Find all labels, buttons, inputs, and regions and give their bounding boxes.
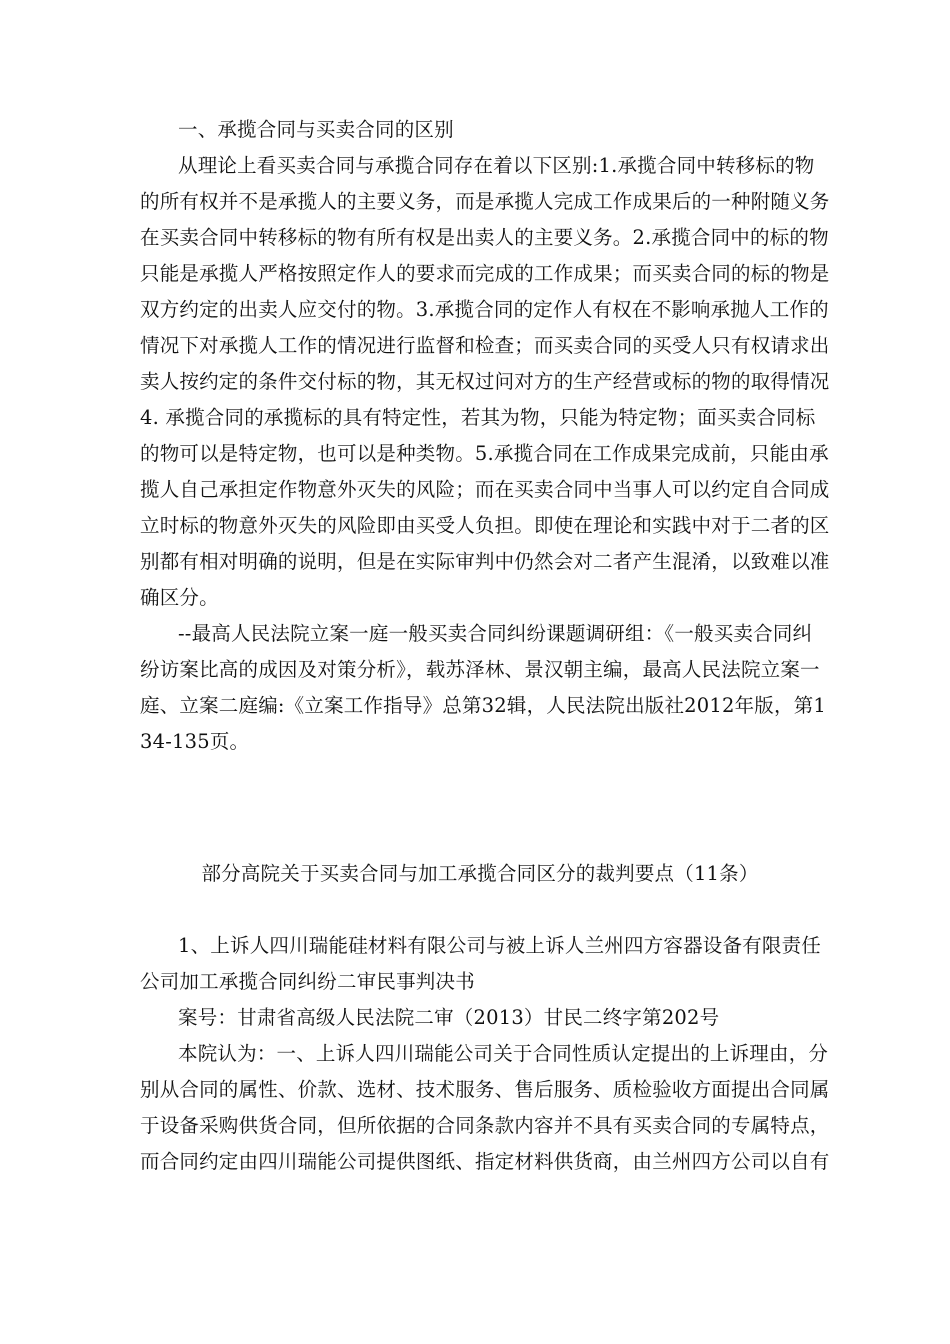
- case-number: 案号：甘肃省高级人民法院二审（2013）甘民二终字第202号: [178, 1006, 720, 1029]
- paragraph-line: 别都有相对明确的说明，但是在实际审判中仍然会对二者产生混淆，以致难以准: [140, 550, 830, 573]
- opinion-line: 于设备采购供货合同，但所依据的合同条款内容并不具有买卖合同的专属特点，: [140, 1114, 830, 1137]
- citation-line: 纷访案比高的成因及对策分析》，载苏泽林、景汉朝主编，最高人民法院立案一: [140, 658, 820, 681]
- opinion-line: 而合同约定由四川瑞能公司提供图纸、指定材料供货商，由兰州四方公司以自有: [140, 1150, 830, 1173]
- paragraph-line: 双方约定的出卖人应交付的物。3.承揽合同的定作人有权在不影响承抛人工作的: [140, 298, 829, 321]
- paragraph-line: 4. 承揽合同的承揽标的具有特定性，若其为物，只能为特定物；面买卖合同标: [140, 406, 816, 429]
- paragraph-line: 立时标的物意外灭失的风险即由买受人负担。即使在理论和实践中对于二者的区: [140, 514, 830, 537]
- paragraph-line: 确区分。: [140, 586, 219, 609]
- paragraph-line: 从理论上看买卖合同与承揽合同存在着以下区别:1.承揽合同中转移标的物: [178, 154, 815, 177]
- case-title-line: 公司加工承揽合同纠纷二审民事判决书: [140, 970, 475, 993]
- section-heading: 一、承揽合同与买卖合同的区别: [178, 118, 454, 141]
- citation-line: 34-135页。: [140, 730, 250, 753]
- case-title-line: 1、上诉人四川瑞能硅材料有限公司与被上诉人兰州四方容器设备有限责任: [178, 934, 822, 957]
- citation-line: --最高人民法院立案一庭一般买卖合同纠纷课题调研组：《一般买卖合同纠: [178, 622, 813, 645]
- paragraph-line: 揽人自己承担定作物意外灭失的风险；而在买卖合同中当事人可以约定自合同成: [140, 478, 830, 501]
- paragraph-line: 在买卖合同中转移标的物有所有权是出卖人的主要义务。2.承揽合同中的标的物: [140, 226, 829, 249]
- paragraph-line: 的物可以是特定物，也可以是种类物。5.承揽合同在工作成果完成前，只能由承: [140, 442, 829, 465]
- paragraph-line: 情况下对承揽人工作的情况进行监督和检查；而买卖合同的买受人只有权请求出: [140, 334, 830, 357]
- citation-line: 庭、立案二庭编:《立案工作指导》总第32辑，人民法院出版社2012年版，第1: [140, 694, 827, 717]
- paragraph-line: 的所有权并不是承揽人的主要义务，而是承揽人完成工作成果后的一种附随义务: [140, 190, 830, 213]
- paragraph-line: 卖人按约定的条件交付标的物，其无权过问对方的生产经营或标的物的取得情况: [140, 370, 830, 393]
- paragraph-line: 只能是承揽人严格按照定作人的要求而完成的工作成果；而买卖合同的标的物是: [140, 262, 830, 285]
- section-title: 部分高院关于买卖合同与加工承揽合同区分的裁判要点（11条）: [201, 862, 759, 885]
- opinion-line: 本院认为：一、上诉人四川瑞能公司关于合同性质认定提出的上诉理由，分: [178, 1042, 829, 1065]
- opinion-line: 别从合同的属性、价款、选材、技术服务、售后服务、质检验收方面提出合同属: [140, 1078, 830, 1101]
